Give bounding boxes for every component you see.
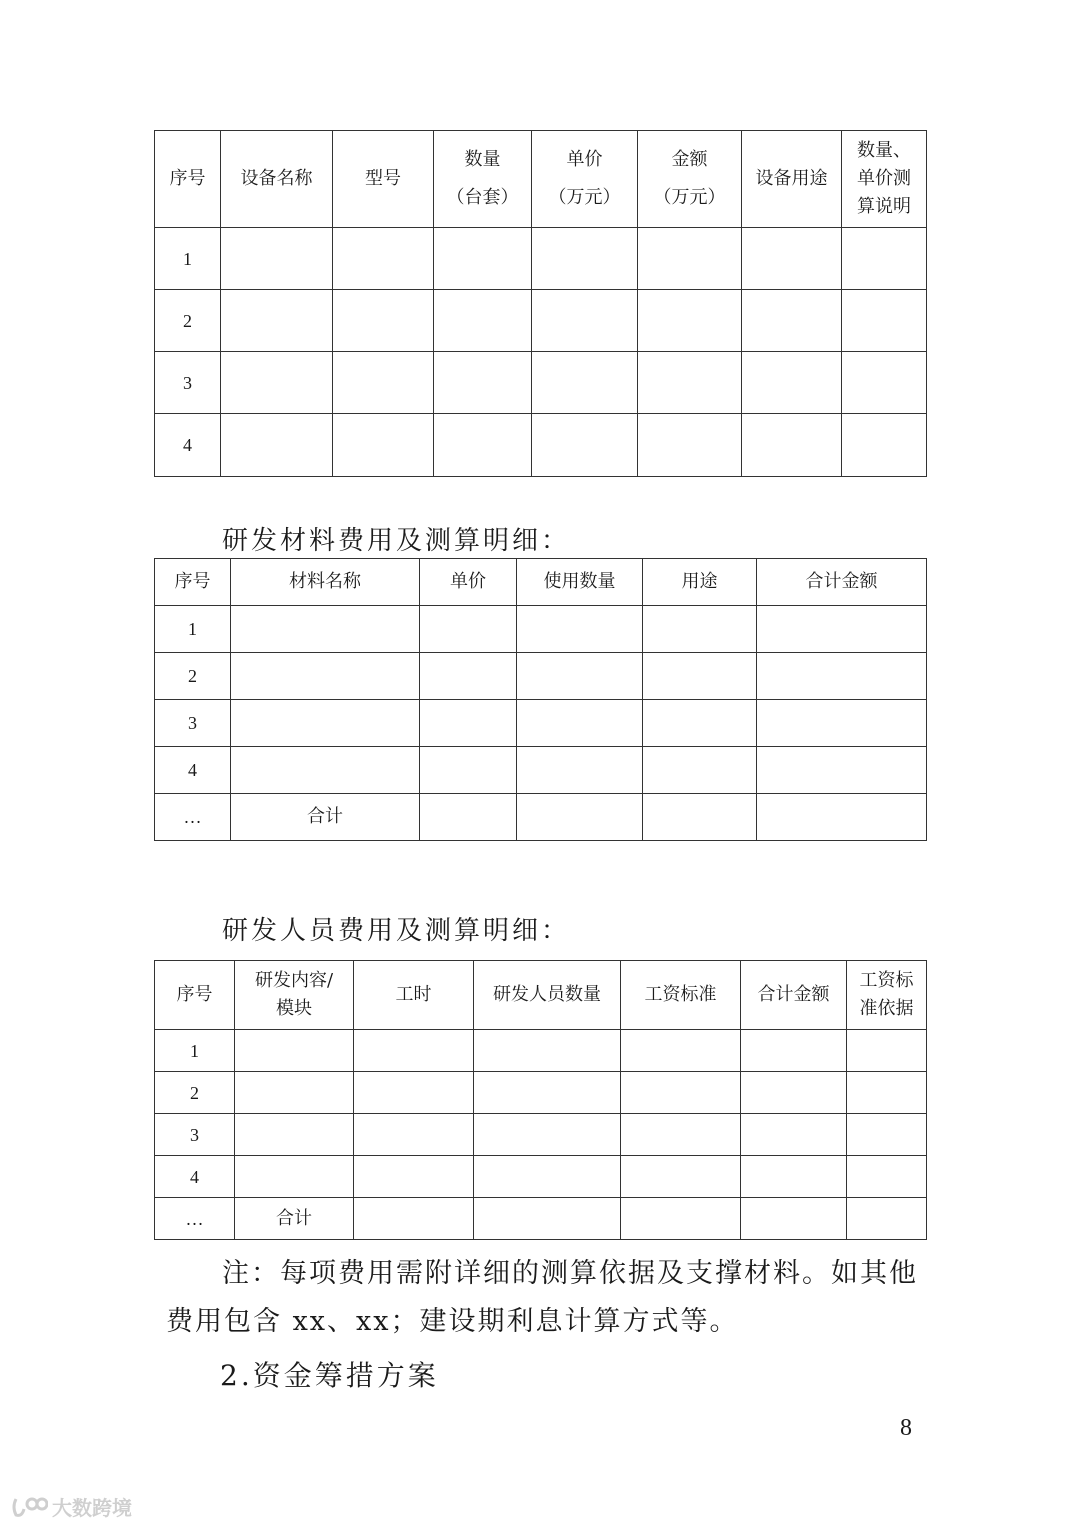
row-index: 2 xyxy=(155,653,231,700)
watermark xyxy=(10,1492,132,1521)
table-row xyxy=(155,747,927,794)
cost-note: 注：每项费用需附详细的测算依据及支撑材料。如其他费用包含 xx、xx；建设期利息计算方式等。 xyxy=(166,1258,918,1337)
table-row xyxy=(155,1030,927,1072)
header-wage-standard: 工资标准 xyxy=(621,961,741,1030)
row-index: 3 xyxy=(155,352,221,414)
header-quantity: 数量 （台套） xyxy=(434,131,532,228)
table-header-row xyxy=(155,961,927,1030)
header-staff-count: 研发人员数量 xyxy=(474,961,621,1030)
header-rd-content: 研发内容/ 模块 xyxy=(235,961,354,1030)
total-label: 合计 xyxy=(231,794,420,841)
table-row xyxy=(155,653,927,700)
row-index: 3 xyxy=(155,700,231,747)
table-row xyxy=(155,228,927,290)
row-index: 2 xyxy=(155,1072,235,1114)
table-row xyxy=(155,1114,927,1156)
row-index: 4 xyxy=(155,1156,235,1198)
header-quantity-used: 使用数量 xyxy=(517,559,643,606)
equipment-cost-table xyxy=(154,130,927,477)
header-work-hours: 工时 xyxy=(354,961,474,1030)
header-equipment-name: 设备名称 xyxy=(221,131,333,228)
total-row xyxy=(155,794,927,841)
table-row xyxy=(155,414,927,477)
material-cost-caption: 研发材料费用及测算明细： xyxy=(222,526,571,556)
row-index: 2 xyxy=(155,290,221,352)
total-row xyxy=(155,1198,927,1240)
header-model: 型号 xyxy=(333,131,434,228)
material-cost-table xyxy=(154,558,927,841)
personnel-cost-table xyxy=(154,960,927,1240)
total-label: 合计 xyxy=(235,1198,354,1240)
row-index: 1 xyxy=(155,1030,235,1072)
table-header-row xyxy=(155,131,927,228)
header-unit-price: 单价 xyxy=(420,559,517,606)
header-calc-note: 数量、 单价测 算说明 xyxy=(842,131,927,228)
row-index: 4 xyxy=(155,414,221,477)
row-index: … xyxy=(155,794,231,841)
header-total-amount: 合计金额 xyxy=(741,961,847,1030)
personnel-cost-caption: 研发人员费用及测算明细： xyxy=(222,916,571,946)
header-purpose: 用途 xyxy=(643,559,757,606)
row-index: 1 xyxy=(155,606,231,653)
table-row xyxy=(155,352,927,414)
table-row xyxy=(155,1156,927,1198)
page-number: 8 xyxy=(900,1415,912,1441)
header-index: 序号 xyxy=(155,131,221,228)
section-heading: 2.资金筹措方案 xyxy=(220,1359,439,1392)
header-equipment-use: 设备用途 xyxy=(742,131,842,228)
header-amount: 金额 （万元） xyxy=(638,131,742,228)
header-unit-price: 单价 （万元） xyxy=(532,131,638,228)
row-index: 1 xyxy=(155,228,221,290)
row-index: … xyxy=(155,1198,235,1240)
header-index: 序号 xyxy=(155,559,231,606)
header-wage-basis: 工资标 准依据 xyxy=(847,961,927,1030)
watermark-text: 大数跨境 xyxy=(52,1496,132,1520)
watermark-logo-icon xyxy=(10,1495,48,1519)
row-index: 3 xyxy=(155,1114,235,1156)
header-material-name: 材料名称 xyxy=(231,559,420,606)
table-header-row xyxy=(155,559,927,606)
header-total-amount: 合计金额 xyxy=(757,559,927,606)
row-index: 4 xyxy=(155,747,231,794)
header-index: 序号 xyxy=(155,961,235,1030)
table-row xyxy=(155,1072,927,1114)
table-row xyxy=(155,700,927,747)
table-row xyxy=(155,606,927,653)
table-row xyxy=(155,290,927,352)
